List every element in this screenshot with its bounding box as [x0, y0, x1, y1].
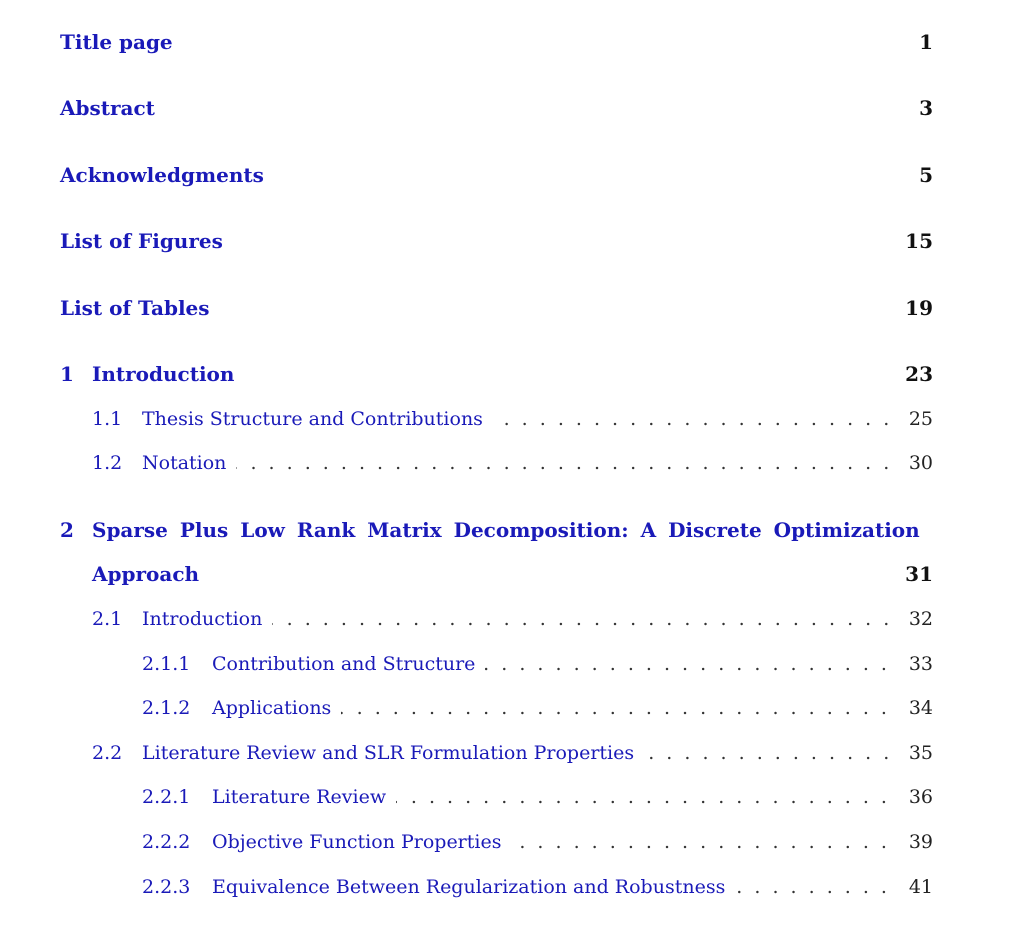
section-title[interactable]: Literature Review and SLR Formulation Properties	[142, 742, 644, 764]
subsection-title[interactable]: Contribution and Structure	[212, 653, 485, 675]
subsection-page: 39	[895, 831, 933, 853]
toc-entry-page: 15	[905, 229, 933, 253]
dot-leader	[142, 452, 893, 474]
section-number[interactable]: 2.2	[92, 742, 123, 764]
subsection-page: 36	[895, 786, 933, 808]
toc-entry-title-page[interactable]	[60, 30, 933, 60]
section-number[interactable]: 1.2	[92, 452, 123, 474]
toc-entry-title[interactable]: Title page	[60, 30, 173, 54]
toc-section-2-1[interactable]	[60, 608, 933, 638]
subsection-number[interactable]: 2.1.2	[142, 697, 191, 719]
toc-section-1-1[interactable]	[60, 408, 933, 438]
toc-subsection-2-2-3[interactable]	[60, 876, 933, 906]
toc-entry-title[interactable]: Abstract	[60, 96, 155, 120]
subsection-number[interactable]: 2.2.2	[142, 831, 191, 853]
toc-chapter-1[interactable]	[60, 362, 933, 392]
subsection-number[interactable]: 2.2.1	[142, 786, 191, 808]
toc-subsection-2-2-1[interactable]	[60, 786, 933, 816]
chapter-title-line2[interactable]: Approach	[92, 562, 200, 586]
section-page: 25	[895, 408, 933, 430]
toc-entry-page: 3	[919, 96, 933, 120]
section-page: 35	[895, 742, 933, 764]
toc-entry-abstract[interactable]	[60, 96, 933, 126]
toc-entry-page: 19	[905, 296, 933, 320]
subsection-page: 41	[895, 876, 933, 898]
toc-entry-acknowledgments[interactable]	[60, 163, 933, 193]
chapter-page: 31	[905, 562, 933, 586]
section-page: 32	[895, 608, 933, 630]
chapter-number[interactable]: 2	[60, 518, 74, 542]
chapter-number[interactable]: 1	[60, 362, 74, 386]
section-page: 30	[895, 452, 933, 474]
toc-subsection-2-1-1[interactable]	[60, 653, 933, 683]
toc-entry-list-of-tables[interactable]	[60, 296, 933, 326]
toc-entry-title[interactable]: List of Tables	[60, 296, 210, 320]
section-number[interactable]: 2.1	[92, 608, 123, 630]
toc-subsection-2-2-2[interactable]	[60, 831, 933, 861]
subsection-title[interactable]: Applications	[212, 697, 341, 719]
subsection-title[interactable]: Equivalence Between Regularization and Robustness	[212, 876, 735, 898]
toc-subsection-2-1-2[interactable]	[60, 697, 933, 727]
toc-chapter-2[interactable]	[60, 518, 933, 592]
section-title[interactable]: Introduction	[142, 608, 272, 630]
subsection-number[interactable]: 2.2.3	[142, 876, 191, 898]
toc-entry-page: 5	[919, 163, 933, 187]
chapter-title[interactable]: Introduction	[92, 362, 235, 386]
subsection-page: 33	[895, 653, 933, 675]
chapter-title-line1[interactable]: Sparse Plus Low Rank Matrix Decomposition: A Discrete Optimization	[92, 518, 920, 542]
section-number[interactable]: 1.1	[92, 408, 123, 430]
section-title[interactable]: Thesis Structure and Contributions	[142, 408, 493, 430]
toc-entry-title[interactable]: List of Figures	[60, 229, 223, 253]
toc-section-2-2[interactable]	[60, 742, 933, 772]
subsection-title[interactable]: Objective Function Properties	[212, 831, 511, 853]
toc-entry-title[interactable]: Acknowledgments	[60, 163, 264, 187]
toc-entry-page: 1	[919, 30, 933, 54]
chapter-page: 23	[905, 362, 933, 386]
subsection-number[interactable]: 2.1.1	[142, 653, 191, 675]
subsection-title[interactable]: Literature Review	[212, 786, 396, 808]
section-title[interactable]: Notation	[142, 452, 236, 474]
toc-section-1-2[interactable]	[60, 452, 933, 482]
subsection-page: 34	[895, 697, 933, 719]
toc-entry-list-of-figures[interactable]	[60, 229, 933, 259]
